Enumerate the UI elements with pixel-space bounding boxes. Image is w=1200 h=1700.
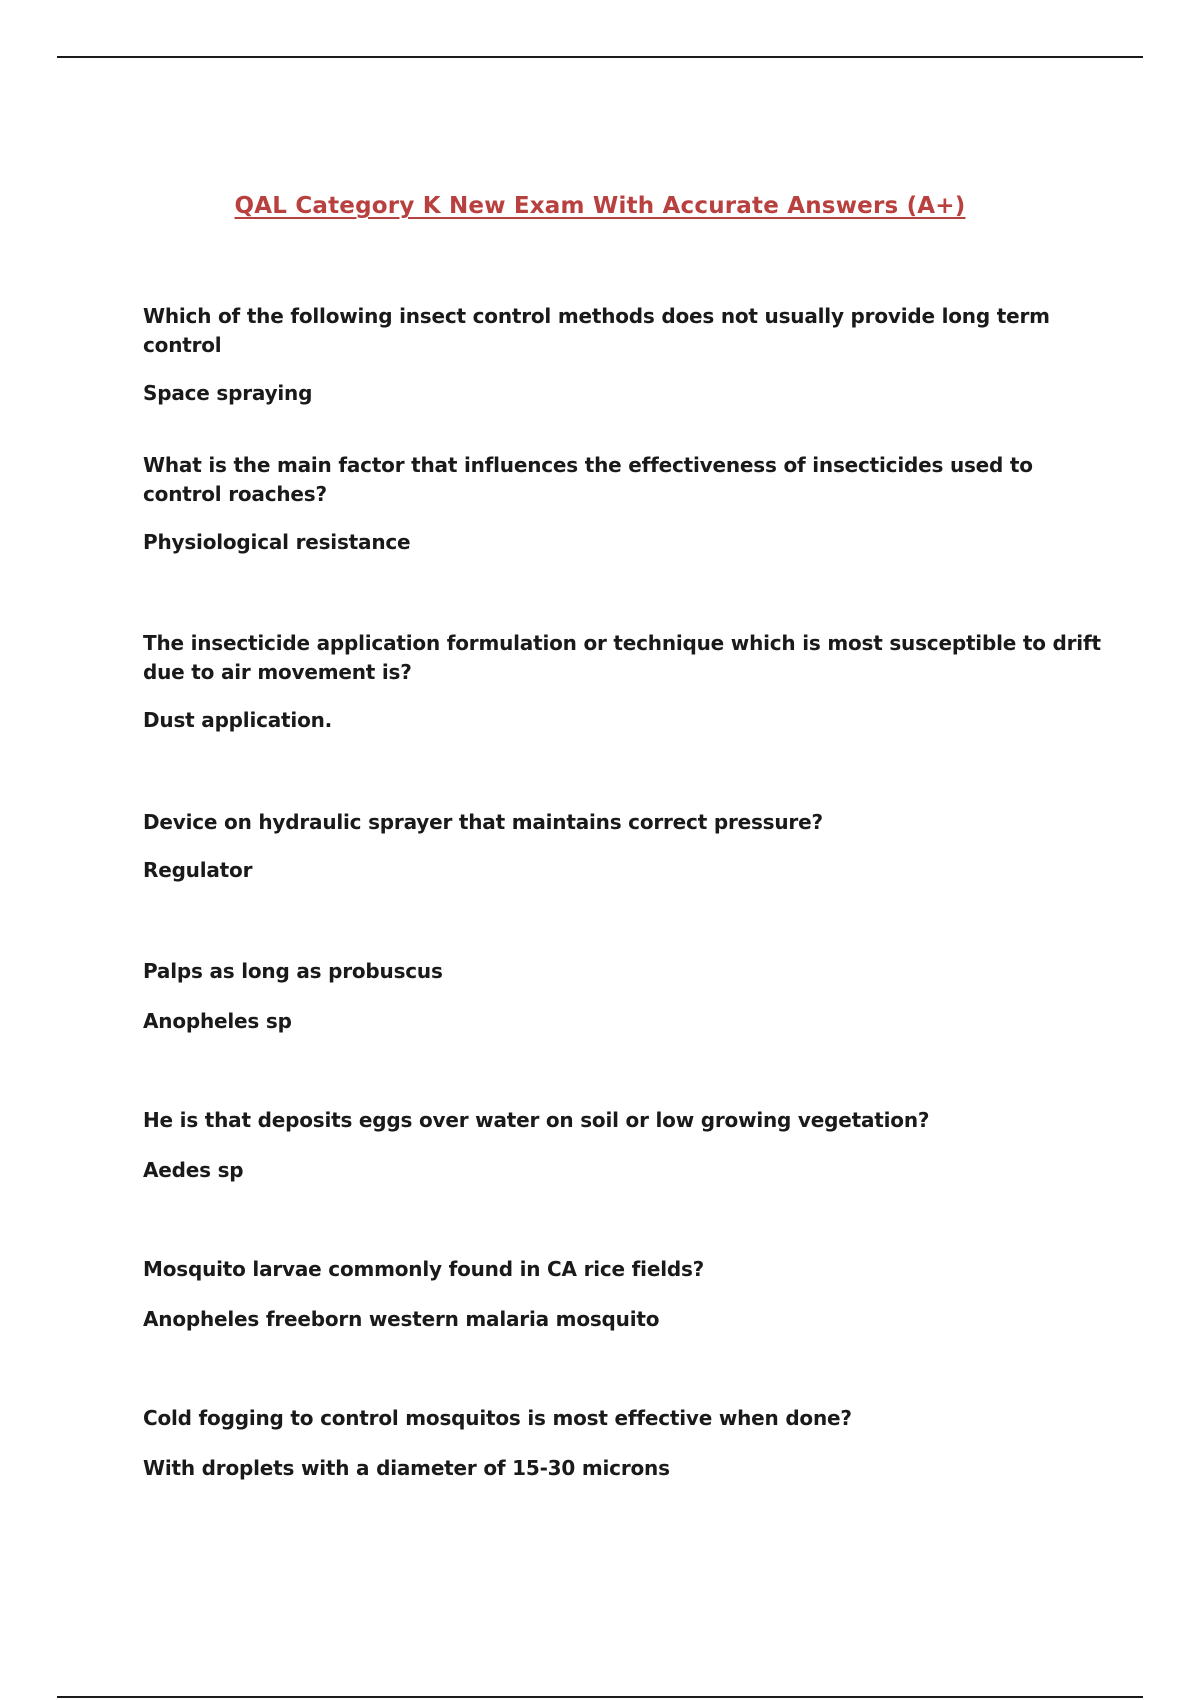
question-text: Cold fogging to control mosquitos is most effective when done? bbox=[143, 1406, 852, 1430]
document-title: QAL Category K New Exam With Accurate Answers (A+) bbox=[234, 193, 966, 219]
answer-text: Regulator bbox=[143, 858, 253, 882]
answer-text: Dust application. bbox=[143, 708, 333, 732]
qa-item bbox=[143, 1404, 1103, 1483]
question-text: The insecticide application formulation or technique which is most susceptible to drift due to air movement is? bbox=[143, 631, 1101, 684]
qa-item bbox=[143, 629, 1103, 735]
qa-item bbox=[143, 302, 1103, 408]
qa-item bbox=[143, 451, 1103, 557]
question-text: What is the main factor that influences the effectiveness of insecticides used to control roaches? bbox=[143, 453, 1033, 506]
qa-item bbox=[143, 1255, 1103, 1334]
answer-text: Anopheles sp bbox=[143, 1009, 292, 1033]
qa-item bbox=[143, 808, 1103, 885]
answer-text: Physiological resistance bbox=[143, 530, 411, 554]
question-text: Palps as long as probuscus bbox=[143, 959, 443, 983]
title-container bbox=[0, 193, 1200, 219]
answer-text: Anopheles freeborn western malaria mosquito bbox=[143, 1307, 660, 1331]
header-rule bbox=[57, 56, 1143, 58]
footer-rule bbox=[57, 1696, 1143, 1698]
question-text: Device on hydraulic sprayer that maintains correct pressure? bbox=[143, 810, 823, 834]
question-text: Which of the following insect control methods does not usually provide long term control bbox=[143, 304, 1050, 357]
question-text: He is that deposits eggs over water on soil or low growing vegetation? bbox=[143, 1108, 930, 1132]
qa-item bbox=[143, 957, 1103, 1036]
answer-text: Space spraying bbox=[143, 381, 313, 405]
answer-text: Aedes sp bbox=[143, 1158, 244, 1182]
answer-text: With droplets with a diameter of 15-30 microns bbox=[143, 1456, 670, 1480]
question-text: Mosquito larvae commonly found in CA rice fields? bbox=[143, 1257, 705, 1281]
qa-item bbox=[143, 1106, 1103, 1185]
